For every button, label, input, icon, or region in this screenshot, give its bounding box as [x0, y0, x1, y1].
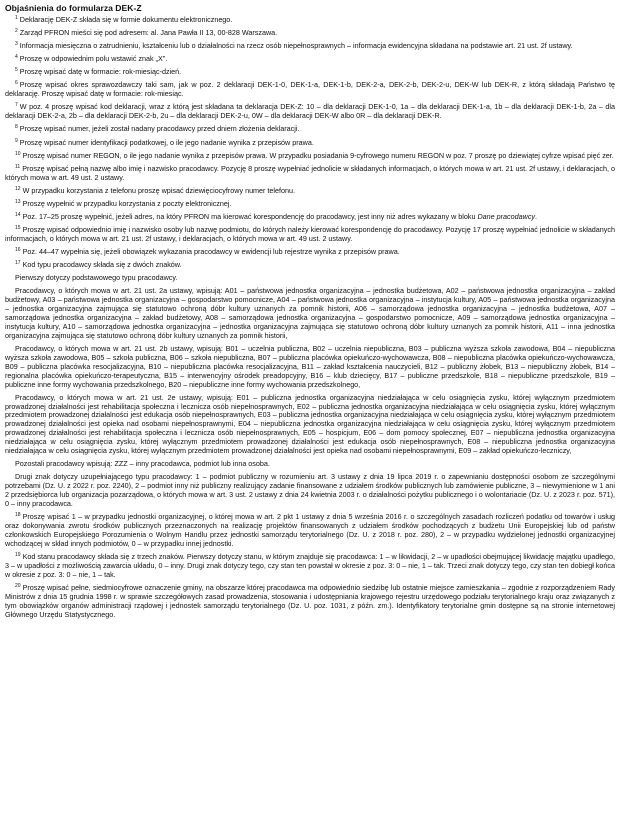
footnote: [5, 29, 615, 38]
footnote-number: 14: [15, 211, 21, 218]
footnote-text: Proszę wpisać okres sprawozdawczy taki sam, jak w poz. 2 deklaracji DEK-1-0, DEK-1-a, DEK-1-b, DEK-2-a, DEK-2-b, DEK-2-u, DEK-W lub DEK-R, z którą składają Państwo tę deklarację. Proszę wpisać datę w formacie: rok-miesiąc.: [5, 80, 615, 99]
footnote-number: 1: [15, 15, 18, 21]
footnote-text: Drugi znak dotyczy uzupełniającego typu pracodawcy: 1 – podmiot publiczny w rozumieniu art. 3 ustawy z dnia 19 lipca 2019 r. o zapewnianiu dostępności osobom ze szczególnymi potrzebami (Dz. U. z 2022 r. poz. 2240), 2 – podmiot inny niż publiczny realizujący zadanie finansowane z udziałem środków publicznych lub zamówienie publiczne, 3 – niewymienione w 1 ani 2 przedsiębiorca lub organizacja pozarządowa, o których mowa w art. 3 ust. 2 ustawy z dnia 24 kwietnia 2003 r. o działalności pożytku publicznego i o wolontariacie (Dz. U. z 2023 r. poz. 571), 0 – inny pracodawca.: [5, 472, 615, 508]
footnote-number: 5: [15, 67, 18, 74]
footnote: [5, 287, 615, 340]
footnote-text: Proszę wypełnić w przypadku korzystania z poczty elektronicznej.: [22, 198, 232, 208]
footnote-number: 6: [15, 80, 18, 87]
footnote: [5, 460, 615, 469]
footnote-text: Poz. 17–25 proszę wypełnić, jeżeli adres, na który PFRON ma kierować korespondencję do pracodawcy, jest inny niż adres wykazany w bloku: [22, 211, 476, 221]
footnote-text: Informacja miesięczna o zatrudnieniu, kształceniu lub o działalności na rzecz osób niepełnosprawnych – informacja ewidencyjna składana na podstawie art. 21 ust. 2f ustawy.: [19, 41, 573, 51]
footnote-text: Pracodawcy, o których mowa w art. 21 ust. 2a ustawy, wpisują: A01 – państwowa jednostka organizacyjna – jednostka budżetowa, A02 – państwowa jednostka organizacyjna – zakład budżetowy, A03 – państwowa jednostka organizacyjna – gospodarstwo pomocnicze, A04 – państwowa jednostka organizacyjna – instytucja kultury, A05 – państwowa jednostka organizacyjna – jednostka organizacyjna zajmująca się statutowo ochroną dóbr kultury uznanych za pomnik historii, A06 – samorządowa jednostka organizacyjna – jednostka budżetowa, A07 – samorządowa jednostka organizacyjna – zakład budżetowy, A08 – samorządowa jednostka organizacyjna – gospodarstwo pomocnicze, A09 – samorządowa jednostka organizacyjna – instytucja kultury, A10 – samorządowa jednostka organizacyjna – jednostka organizacyjna zajmująca się statutowo ochroną dóbr kultury uznanych za pomnik historii, A11 – inna jednostka organizacyjna zajmująca się statutowo ochroną dóbr kultury uznanych za pomnik historii,: [5, 286, 615, 340]
footnote-text: Proszę wpisać odpowiednio imię i nazwisko osoby lub nazwę podmiotu, do których należy kierować korespondencję do pracodawcy. Pozycję 17 proszę wypełniać jednolicie w składanych informacjach, o których mowa w art. 21 ust. 2f ustawy, i deklaracjach, o których mowa w art. 49 ust. 2 ustawy.: [5, 225, 615, 243]
footnote-text: Proszę wpisać numer identyfikacji podatkowej, o ile jego nadanie wynika z przepisów prawa.: [19, 137, 314, 147]
footnote-emphasis: Dane pracodawcy: [477, 211, 536, 221]
footnote-number: 16: [15, 247, 21, 254]
footnote-number: 8: [15, 124, 18, 131]
footnote-text: W poz. 4 proszę wpisać kod deklaracji, wraz z którą jest składana ta deklaracja DEK-Z: 10 – dla deklaracji DEK-1-0, 1a – dla deklaracji DEK-1-a, 1b – dla deklaracji DEK-1-b, 2a – dla deklaracji DEK-2-a, 2b – dla deklaracji DEK-2-b, 2u – dla deklaracji DEK-2-u, 0W – dla deklaracji DEK-W albo 0R – dla deklaracji DEK-R.: [5, 102, 615, 121]
footnote-text: Proszę wpisać pełną nazwę albo imię i nazwisko pracodawcy. Pozycję 8 proszę wypełniać jednolicie w składanych informacjach, o których mowa w art. 21 ust. 2f ustawy, i deklaracjach, o których mowa w art. 49 ust. 2 ustawy.: [5, 163, 615, 182]
footnote-number: 13: [15, 198, 21, 205]
document-title: Objaśnienia do formularza DEK-Z: [5, 3, 142, 13]
footnote-number: 11: [15, 163, 21, 170]
footnote-text: Proszę wpisać 1 – w przypadku jednostki organizacyjnej, o której mowa w art. 2 pkt 1 ustawy z dnia 5 września 2016 r. o szczególnych zasadach rozliczeń podatku od towarów i usług oraz dokonywania zwrotu środków publicznych przeznaczonych na realizację projektów finansowanych z udziałem środków pochodzących z budżetu Unii Europejskiej lub od państw członkowskich Europejskiego Porozumienia o Wolnym Handlu przez jednostki samorządu terytorialnego (Dz. U. z 2018 r. poz. 280), 2 – w przypadku wydzielonej jednostki organizacyjnej wchodzącej w skład innych podmiotów, 0 – w przypadku innej jednostki.: [5, 512, 615, 548]
footnote-number: 10: [15, 150, 21, 157]
footnote: [5, 274, 615, 283]
footnote: [5, 68, 615, 77]
footnote-text: Pracodawcy, o których mowa w art. 21 ust. 2e ustawy, wpisują: E01 – publiczna jednostka organizacyjna niedziałająca w celu osiągnięcia zysku, której wyłącznym przedmiotem prowadzonej działalności jest rehabilitacja społeczna i lecznicza osób niepełnosprawnych, E02 – publiczna jednostka organizacyjna niedziałająca w celu osiągnięcia zysku, której wyłącznym przedmiotem prowadzonej działalności jest edukacja osób niepełnosprawnych, E03 – publiczna jednostka organizacyjna niedziałająca w celu osiągnięcia zysku, której wyłącznym przedmiotem prowadzonej działalności jest opieka nad osobami niepełnosprawnymi, E04 – niepubliczna jednostka organizacyjna niedziałająca w celu osiągnięcia zysku, której wyłącznym przedmiotem prowadzonej działalności jest rehabilitacja społeczna i lecznicza osób niepełnosprawnych, E05 – hospicjum, E06 – dom pomocy społecznej, E07 – niepubliczna jednostka organizacyjna niedziałająca w celu osiągnięcia zysku, której wyłącznym przedmiotem prowadzonej działalności jest edukacja osób niepełnosprawnych, E08 – niepubliczna jednostka organizacyjna niedziałająca w celu osiągnięcia zysku, której wyłącznym przedmiotem prowadzonej działalności jest opieka nad osobami niepełnosprawnymi, E09 – zakład opiekuńczo-leczniczy,: [5, 392, 615, 456]
footnote-text: Deklarację DEK-Z składa się w formie dokumentu elektronicznego.: [19, 15, 233, 24]
footnote-text: Pierwszy dotyczy podstawowego typu pracodawcy.: [15, 273, 178, 283]
footnote-text: Proszę wpisać pełne, siedmiocyfrowe oznaczenie gminy, na obszarze której pracodawca ma odpowiednio siedzibę lub ostatnie miejsce zamieszkania – zgodnie z rozporządzeniem Rady Ministrów z dnia 15 grudnia 1998 r. w sprawie szczegółowych zasad prowadzenia, stosowania i udostępniania krajowego rejestru urzędowego podziału terytorialnego kraju oraz związanych z tym obowiązków organów administracji rządowej i jednostek samorządu terytorialnego (Dz. U. poz. 1031, z późn. zm.). Identyfikatory terytorialne gmin dostępne są na stronie internetowej Głównego Urzędu Statystycznego.: [5, 582, 615, 619]
footnote: [5, 55, 615, 64]
footnote-text: Zarząd PFRON mieści się pod adresem: al. Jana Pawła II 13, 00-828 Warszawa.: [19, 28, 278, 38]
footnote-tail: .: [535, 211, 538, 221]
footnote-number: 9: [15, 137, 18, 144]
footnote-number: 20: [15, 582, 21, 589]
footnote-number: 2: [15, 28, 18, 35]
footnote-text: Proszę wpisać numer, jeżeli został nadany pracodawcy przed dniem złożenia deklaracji.: [19, 124, 300, 134]
footnote: [5, 81, 615, 99]
footnote: [5, 125, 615, 134]
footnote-number: 12: [15, 185, 21, 192]
footnote: [5, 553, 615, 580]
footnote-number: 19: [15, 551, 21, 558]
footnote-text: Proszę w odpowiednim polu wstawić znak „X”.: [19, 54, 168, 64]
footnote-number: 18: [15, 512, 21, 519]
footnote: [5, 584, 615, 620]
footnote: [5, 152, 615, 161]
footnote: [5, 139, 615, 148]
footnote: [5, 261, 615, 270]
footnote: [5, 103, 615, 121]
footnote: [5, 473, 615, 509]
footnote-number: 3: [15, 41, 18, 48]
footnote-number: 7: [15, 102, 18, 109]
footnote-number: 15: [15, 225, 21, 232]
footnote: [5, 345, 615, 390]
footnote: [5, 200, 615, 209]
footnote-number: 4: [15, 54, 18, 61]
footnote-text: Proszę wpisać datę w formacie: rok-miesiąc-dzień.: [19, 67, 182, 77]
footnote: [5, 187, 615, 196]
footnote: [5, 394, 615, 456]
footnote-text: Pracodawcy, o których mowa w art. 21 ust. 2b ustawy, wpisują: B01 – uczelnia publiczna, B02 – uczelnia niepubliczna, B03 – publiczna wyższa szkoła zawodowa, B04 – niepubliczna wyższa szkoła zawodowa, B05 – szkoła publiczna, B06 – szkoła niepubliczna, B07 – publiczna placówka opiekuńczo-wychowawcza, B08 – niepubliczna placówka opiekuńczo-wychowawcza, B09 – publiczna placówka resocjalizacyjna, B10 – niepubliczna placówka resocjalizacyjna, B11 – zakład kształcenia nauczycieli, B12 – publiczny żłobek, B13 – niepubliczny żłobek, B14 – regionalna placówka opiekuńczo-terapeutyczna, B15 – interwencyjny ośrodek preadopcyjny, B16 – klub dziecięcy, B17 – publiczne przedszkole, B18 – niepubliczne przedszkole, B19 – publiczne inne formy wychowania przedszkolnego, B20 – niepubliczne inne formy wychowania przedszkolnego,: [5, 343, 615, 389]
notes-list: [5, 16, 615, 619]
footnote-number: 17: [15, 260, 21, 267]
footnote: [5, 248, 615, 257]
footnote-text: W przypadku korzystania z telefonu proszę wpisać dziewięciocyfrowy numer telefonu.: [22, 185, 296, 195]
footnote-text: Pozostali pracodawcy wpisują: ZZZ – inny pracodawca, podmiot lub inna osoba.: [15, 459, 270, 469]
footnote: [5, 213, 615, 222]
footnote-text: Poz. 44–47 wypełnia się, jeżeli obowiązek wykazania pracodawcy w ewidencji lub rejestrze wynika z przepisów prawa.: [22, 247, 400, 257]
footnote: [5, 226, 615, 244]
footnote-text: Kod stanu pracodawcy składa się z trzech znaków. Pierwszy dotyczy stanu, w którym znajduje się pracodawca: 1 – w likwidacji, 2 – w upadłości obejmującej likwidację majątku upadłego, 3 – w upadłości z możliwością zawarcia układu, 0 – inny. Drugi znak dotyczy tego, czy stan ten powstał w okresie z poz. 3: 0 – nie, 1 – tak. Trzeci znak dotyczy tego, czy stan ten dobiegł końca w okresie z poz. 3: 0 – nie, 1 – tak.: [5, 551, 615, 579]
footnote: [5, 513, 615, 549]
footnote: [5, 165, 615, 183]
footnote: [5, 16, 615, 25]
footnote-text: Kod typu pracodawcy składa się z dwóch znaków.: [22, 260, 182, 270]
footnote-text: Proszę wpisać numer REGON, o ile jego nadanie wynika z przepisów prawa. W przypadku posiadania 9-cyfrowego numeru REGON w poz. 7 proszę po dziewiątej cyfrze wpisać pięć zer.: [22, 150, 614, 160]
footnote: [5, 42, 615, 51]
